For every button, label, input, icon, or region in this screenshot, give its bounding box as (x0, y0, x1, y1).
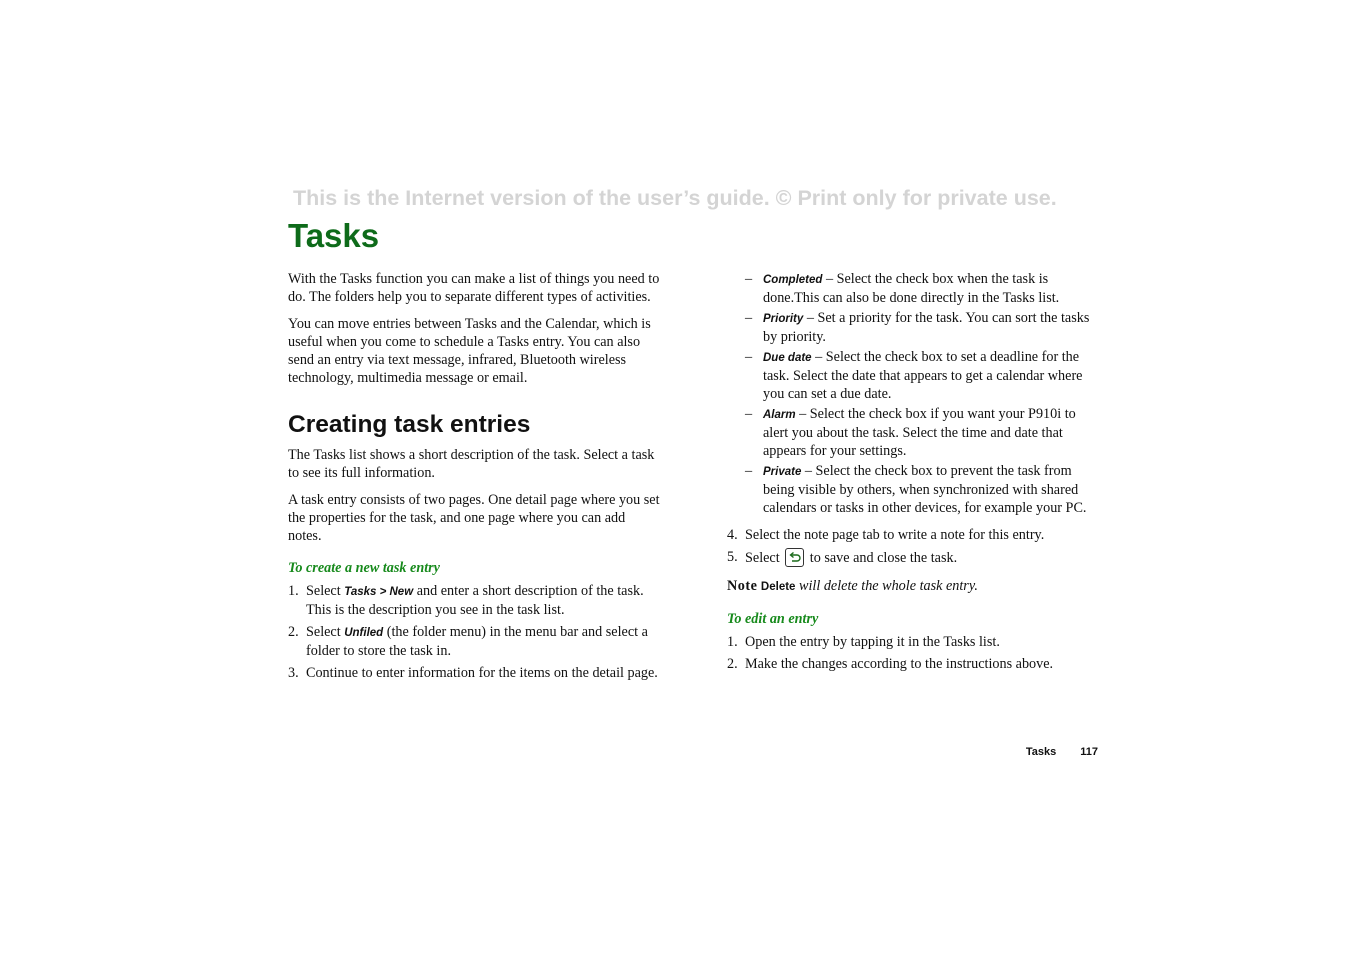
option-text (763, 270, 1099, 307)
ui-term-completed: Completed (763, 274, 823, 286)
step-item (288, 582, 660, 619)
step-item (727, 548, 1099, 567)
ui-term-alarm: Alarm (763, 409, 796, 421)
intro-paragraph: With the Tasks function you can make a list of things you need to do. The folders help you to separate different types of activities. (288, 271, 660, 305)
option-item (727, 405, 1099, 460)
step-item (727, 655, 1099, 673)
ui-term-delete: Delete (760, 581, 796, 593)
note-label: Note (727, 578, 758, 594)
option-description: – Select the check box if you want your P910i to alert you about the task. Select the time and date that appears for your settings. (763, 406, 1076, 459)
step-text-post: (the folder menu) in the menu bar and select a folder to store the task in. (306, 624, 648, 659)
option-description: – Select the check box when the task is done.This can also be done directly in the Tasks list. (763, 271, 1060, 306)
step-number: 2. (727, 656, 738, 672)
ui-term-tasks-new: Tasks > New (344, 586, 414, 598)
dash: – (745, 406, 753, 422)
option-item (727, 270, 1099, 307)
step-text-post: and enter a short description of the task. This is the description you see in the task list. (306, 583, 644, 618)
page-footer (1026, 746, 1098, 758)
option-description: – Select the check box to set a deadline for the task. Select the date that appears to get a calendar where you can set a due date. (763, 349, 1083, 402)
section-paragraph: A task entry consists of two pages. One detail page where you set the properties for the task, and one page where you can add notes. (288, 492, 660, 544)
step-text: Select the note page tab to write a note for this entry. (745, 527, 1045, 543)
option-description: – Set a priority for the task. You can sort the tasks by priority. (763, 310, 1090, 345)
step-item (288, 623, 660, 660)
option-text (763, 462, 1099, 517)
detail-options-list (727, 270, 1099, 517)
footer-section: Tasks (1025, 746, 1057, 758)
option-text (763, 309, 1099, 346)
ui-term-private: Private (763, 466, 802, 478)
ui-term-priority: Priority (763, 313, 804, 325)
step-text: Continue to enter information for the items on the detail page. (306, 665, 658, 681)
step-item (727, 633, 1099, 651)
step-item (288, 664, 660, 682)
page-number: 117 (1080, 746, 1098, 758)
right-column (727, 270, 1099, 677)
option-description: – Select the check box to prevent the task from being visible by others, when synchronized with shared calendars or tasks in other devices, for example your PC. (763, 463, 1087, 516)
dash: – (745, 349, 753, 365)
intro-paragraph: You can move entries between Tasks and the Calendar, which is useful when you come to schedule a Tasks entry. You can also send an entry via text message, infrared, Bluetooth wireless technology, multimedia message or email. (288, 316, 651, 386)
step-number: 5. (727, 549, 738, 565)
procedure-heading-edit: To edit an entry (727, 611, 819, 627)
note-text: will delete the whole task entry. (795, 578, 978, 594)
step-text-pre: Select (306, 583, 345, 599)
create-steps-continued (727, 526, 1099, 567)
procedure-heading-create: To create a new task entry (288, 560, 440, 576)
step-text-pre: Select (306, 624, 345, 640)
back-icon (785, 548, 804, 567)
option-item (727, 309, 1099, 346)
section-paragraph: The Tasks list shows a short description of the task. Select a task to see its full information. (288, 447, 655, 481)
step-text (745, 548, 1099, 567)
step-number: 4. (727, 527, 738, 543)
create-steps (288, 582, 660, 682)
watermark: This is the Internet version of the user’s guide. © Print only for private use. (293, 186, 1057, 210)
step-text (306, 623, 660, 660)
ui-term-due-date: Due date (763, 352, 812, 364)
note (727, 577, 1099, 596)
section-heading: Creating task entries (288, 411, 531, 438)
option-text (763, 348, 1099, 403)
step-number: 2. (288, 624, 299, 640)
dash: – (745, 463, 753, 479)
step-text (306, 582, 660, 619)
step-item (727, 526, 1099, 544)
option-item (727, 348, 1099, 403)
step-text-post: to save and close the task. (809, 550, 958, 566)
step-number: 3. (288, 665, 299, 681)
step-text: Open the entry by tapping it in the Tasks list. (745, 634, 1000, 650)
option-text (763, 405, 1099, 460)
dash: – (745, 310, 753, 326)
step-number: 1. (727, 634, 738, 650)
dash: – (745, 271, 753, 287)
option-item (727, 462, 1099, 517)
left-column (288, 270, 660, 686)
ui-term-unfiled: Unfiled (344, 627, 384, 639)
step-number: 1. (288, 583, 299, 599)
page-title: Tasks (288, 217, 380, 254)
edit-steps (727, 633, 1099, 673)
step-text: Make the changes according to the instructions above. (745, 656, 1054, 672)
step-text-pre: Select (745, 550, 780, 566)
